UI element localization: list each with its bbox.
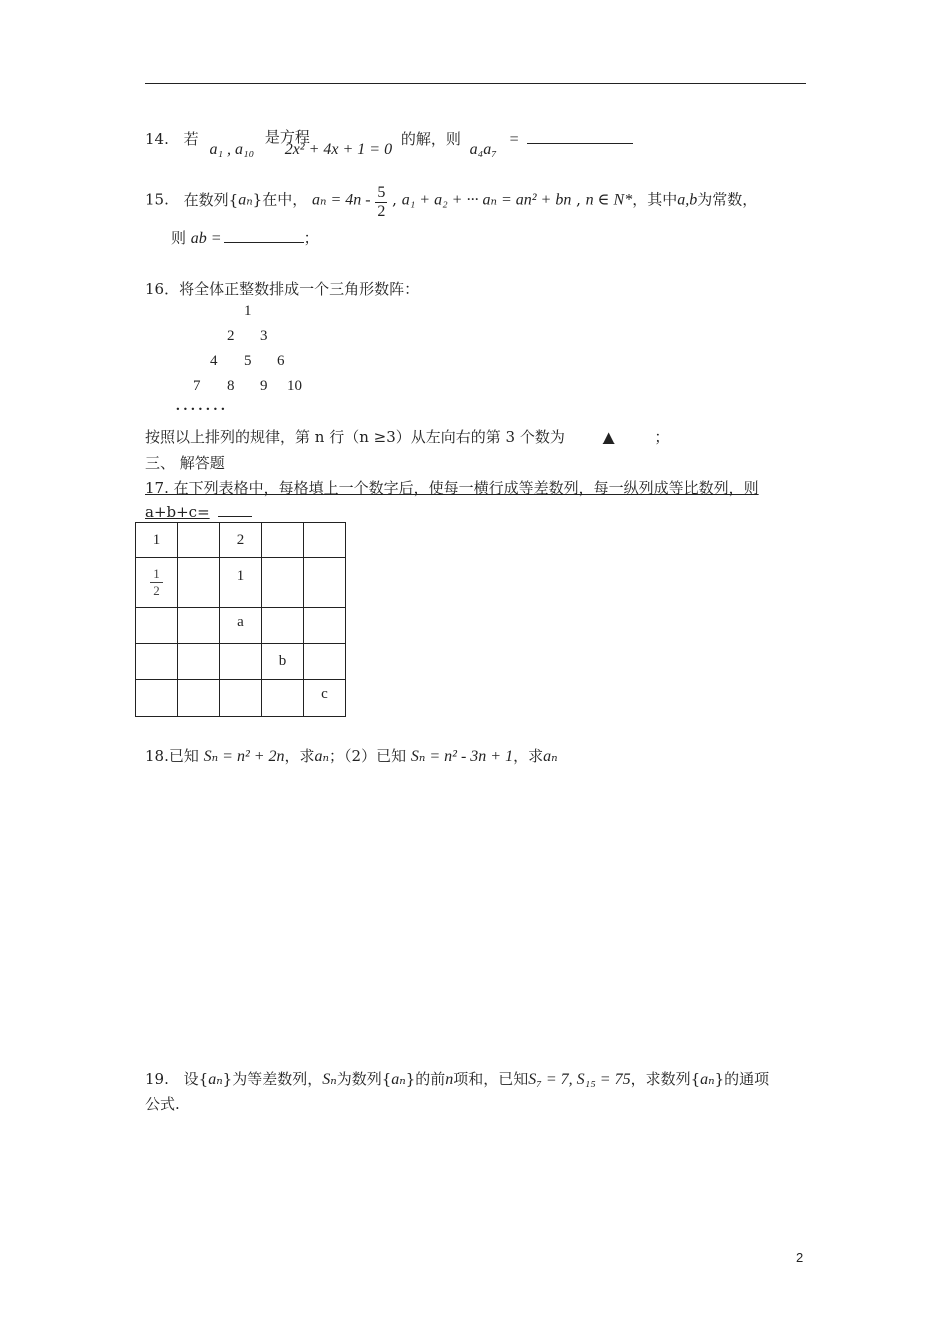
q14-equation: 2x² + 4x + 1 = 0 xyxy=(284,141,393,158)
grid-cell-c: c xyxy=(304,680,346,717)
triangle-row-4-item-1: 7 xyxy=(193,378,201,394)
q15-fraction-denominator: 2 xyxy=(377,203,386,220)
q14-target: a₄a₇ xyxy=(469,141,497,158)
q18-expr-2: Sₙ = n² - 3n + 1 xyxy=(410,748,514,765)
q16-number: 16． xyxy=(145,280,180,298)
page-number: 2 xyxy=(796,1250,804,1265)
q19-p7: }的通项 xyxy=(714,1070,770,1088)
q15-an: aₙ xyxy=(238,191,253,209)
q16-answer-blank[interactable] xyxy=(578,428,640,446)
grid-cell: 1 xyxy=(220,558,262,608)
q15-ab-vars: a,b xyxy=(677,191,698,209)
q18-p4: ，求 xyxy=(513,747,544,765)
q15-line2-pre: 则 xyxy=(171,229,187,247)
q16-text: 将全体正整数排成一个三角形数阵： xyxy=(179,280,420,298)
grid-cell[interactable] xyxy=(304,644,346,680)
q18-target-2: aₙ xyxy=(543,748,558,765)
header-rule xyxy=(145,83,806,84)
q19-p4: }的前 xyxy=(405,1070,446,1088)
q15-answer-blank[interactable] xyxy=(224,228,304,243)
grid-cell[interactable] xyxy=(136,680,178,717)
q19-an: aₙ xyxy=(208,1071,223,1088)
q15-intro-b: }在中， xyxy=(252,190,308,209)
sequence-grid xyxy=(135,522,346,717)
question-18 xyxy=(145,745,558,766)
half-numerator: 1 xyxy=(150,566,163,583)
q18-p2: ，求 xyxy=(284,747,315,765)
q19-number: 19. xyxy=(145,1070,169,1088)
grid-cell[interactable] xyxy=(136,608,178,644)
q15-domain: n ∈ N* xyxy=(585,191,633,209)
q16-end: ； xyxy=(654,428,670,446)
section-3-heading: 三、 解答题 xyxy=(145,454,225,472)
q15-line2-end: ； xyxy=(303,229,319,247)
q18-p3: ；（2）已知 xyxy=(329,747,407,765)
q16-conclusion-text: 按照以上排列的规律，第 n 行（n ≥3）从左向右的第 3 个数为 xyxy=(145,428,565,446)
grid-cell[interactable] xyxy=(262,558,304,608)
q15-fraction-numerator: 5 xyxy=(377,184,386,201)
grid-cell[interactable] xyxy=(220,644,262,680)
grid-cell-a: a xyxy=(220,608,262,644)
question-14 xyxy=(145,128,633,158)
triangle-row-3-item-3: 6 xyxy=(277,353,285,369)
half-denominator: 2 xyxy=(153,582,160,598)
q15-number: 15. xyxy=(145,190,169,209)
grid-cell: 1 xyxy=(136,523,178,558)
q17-answer-blank[interactable] xyxy=(218,502,252,517)
q19-sn: Sₙ xyxy=(322,1071,337,1088)
q14-pre: 若 xyxy=(183,130,199,148)
triangle-row-3-item-1: 4 xyxy=(210,353,218,369)
q15-fraction xyxy=(375,184,387,221)
q19-given: S₇ = 7, S₁₅ = 75 xyxy=(528,1071,631,1088)
grid-cell-b: b xyxy=(262,644,304,680)
q17-sum-label: a+b+c= xyxy=(145,503,210,521)
q19-n: n xyxy=(445,1071,454,1088)
grid-cell[interactable] xyxy=(178,558,220,608)
grid-cell: 2 xyxy=(220,523,262,558)
q15-intro-a: 在数列{ xyxy=(183,190,239,209)
q14-post: 的解，则 xyxy=(400,130,461,148)
q18-number: 18. xyxy=(145,747,169,765)
q18-target-1: aₙ xyxy=(314,748,330,765)
grid-cell[interactable] xyxy=(178,608,220,644)
grid-cell[interactable] xyxy=(304,523,346,558)
grid-cell[interactable] xyxy=(178,680,220,717)
q14-answer-blank[interactable] xyxy=(527,129,633,144)
question-19 xyxy=(145,1068,769,1089)
q14-equals: = xyxy=(509,131,519,148)
grid-cell[interactable] xyxy=(178,523,220,558)
grid-cell[interactable] xyxy=(178,644,220,680)
question-15-line2 xyxy=(171,227,319,248)
triangle-row-4-item-4: 10 xyxy=(287,378,302,394)
triangle-row-2-item-1: 2 xyxy=(227,328,235,344)
half-fraction xyxy=(150,566,163,599)
q19-p3: 为数列{ xyxy=(336,1070,392,1088)
q15-tail: ，其中 xyxy=(632,190,678,209)
q15-line2-var: ab = xyxy=(190,230,222,247)
question-17-text: 17. 在下列表格中，每格填上一个数字后，使每一横行成等差数列，每一纵列成等比数列，则 xyxy=(145,479,759,497)
triangle-row-4-item-3: 9 xyxy=(260,378,268,394)
grid-cell[interactable] xyxy=(262,608,304,644)
q18-p1: 已知 xyxy=(168,747,199,765)
q14-mid: 是方程 xyxy=(264,128,310,146)
triangle-row-3-item-2: 5 xyxy=(244,353,252,369)
grid-cell[interactable] xyxy=(304,558,346,608)
triangle-row-4-item-2: 8 xyxy=(227,378,235,394)
q14-vars: a₁ , a₁₀ xyxy=(209,141,255,158)
grid-cell[interactable] xyxy=(304,608,346,644)
question-16 xyxy=(145,278,419,299)
q19-p1: 设{ xyxy=(183,1070,209,1088)
triangle-row-2-item-2: 3 xyxy=(260,328,268,344)
grid-cell-half xyxy=(136,558,178,608)
q15-formula-left: aₙ = 4n - xyxy=(312,191,371,209)
question-19-line2: 公式. xyxy=(145,1095,180,1113)
q19-p5: 项和，已知 xyxy=(453,1070,529,1088)
grid-cell[interactable] xyxy=(220,680,262,717)
q15-tail2: 为常数， xyxy=(697,190,758,209)
q14-number: 14. xyxy=(145,130,169,148)
question-17-line2 xyxy=(145,502,252,521)
q19-an-3: aₙ xyxy=(700,1071,715,1088)
triangle-row-1-item-1: 1 xyxy=(244,303,252,319)
q19-an-2: aₙ xyxy=(391,1071,406,1088)
grid-cell[interactable] xyxy=(262,523,304,558)
q15-sum: a₁ + a₂ + ··· aₙ = an² + bn xyxy=(401,191,572,209)
question-16-conclusion xyxy=(145,426,669,447)
q19-p6: ，求数列{ xyxy=(630,1070,701,1088)
q19-p2: }为等差数列， xyxy=(222,1070,323,1088)
triangle-answer-icon: ▲ xyxy=(602,428,615,446)
q18-expr-1: Sₙ = n² + 2n xyxy=(203,748,285,765)
grid-cell[interactable] xyxy=(136,644,178,680)
question-15: 15. 在数列{aₙ}在中， aₙ = 4n - $\frac{5}{2}$ , a₁ + a₂ + ··· aₙ = an² + bn , n ∈ N*，其中a,b为常数， xyxy=(145,184,758,220)
triangle-ellipsis: . . . . . . . xyxy=(176,398,225,414)
grid-cell[interactable] xyxy=(262,680,304,717)
